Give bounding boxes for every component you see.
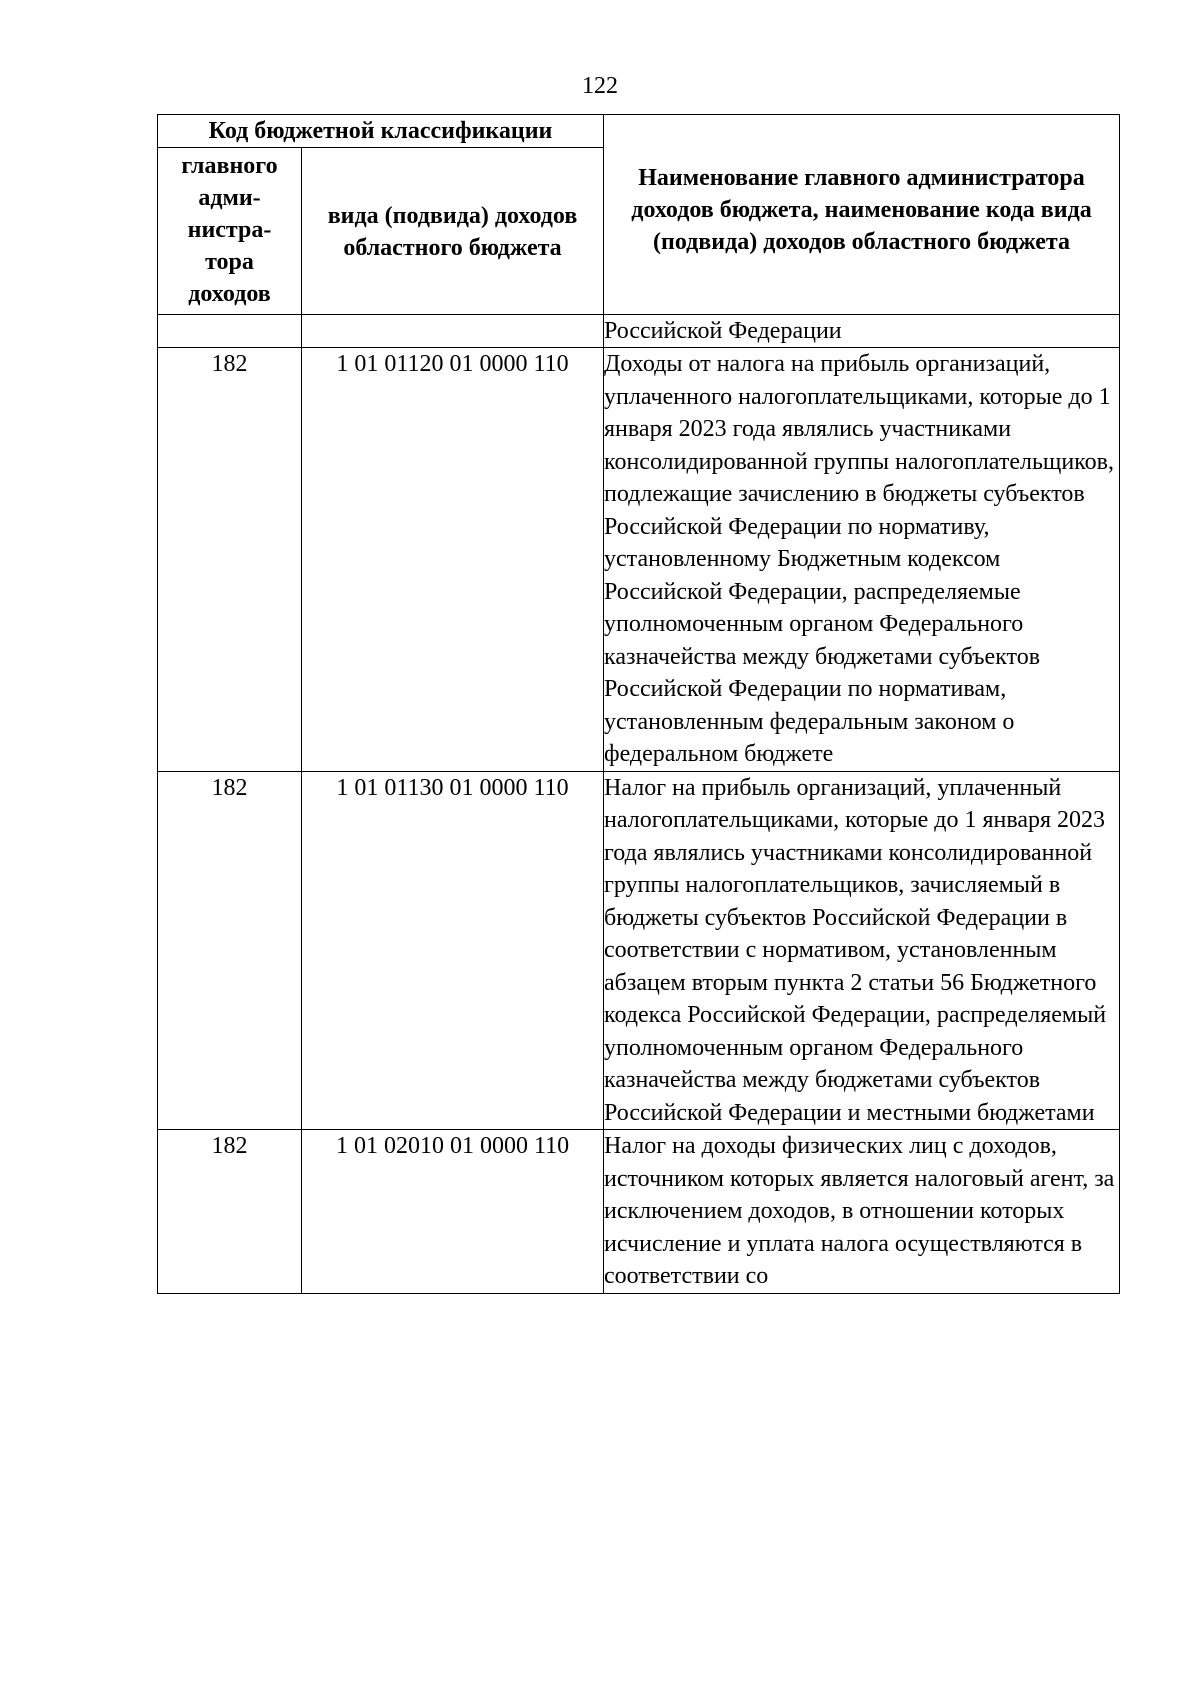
description-cell — [604, 1130, 1120, 1294]
budget-classification-table — [157, 114, 1120, 1294]
description-text: Доходы от налога на прибыль организаций, уплаченного налогоплательщиками, которые до 1 января 2023 года являлись участниками консолидированной группы налогоплательщиков, подлежащие зачислению в бюджеты субъектов Российской Федерации по нормативу, установленному Бюджетным кодексом Российской Федерации, распределяемые уполномоченным органом Федерального казначейства между бюджетами субъектов Российской Федерации по нормативам, установленным федеральным законом о федеральном бюджете — [604, 351, 1114, 767]
table-row — [158, 348, 1120, 772]
description-cell — [604, 315, 1120, 348]
table-row — [158, 1130, 1120, 1294]
header-kind-column — [302, 148, 604, 315]
admin-code-cell: 182 — [158, 771, 302, 1130]
kind-code-cell — [302, 315, 604, 348]
description-cell — [604, 348, 1120, 772]
admin-code-cell: 182 — [158, 348, 302, 772]
admin-code-cell: 182 — [158, 1130, 302, 1294]
header-kind-label: вида (подвида) доходов областного бюджета — [327, 203, 578, 261]
table-row — [158, 315, 1120, 348]
admin-code-cell — [158, 315, 302, 348]
header-classification-code: Код бюджетной классификации — [158, 115, 604, 148]
kind-code-cell: 1 01 02010 01 0000 110 — [302, 1130, 604, 1294]
kind-code-cell: 1 01 01120 01 0000 110 — [302, 348, 604, 772]
table-row — [158, 771, 1120, 1130]
kind-code-cell: 1 01 01130 01 0000 110 — [302, 771, 604, 1130]
description-text: Налог на прибыль организаций, уплаченный налогоплательщиками, которые до 1 января 2023 года являлись участниками консолидированной группы налогоплательщиков, зачисляемый в бюджеты субъектов Российской Федерации в соответствии с нормативом, установленным абзацем вторым пункта 2 статьи 56 Бюджетного кодекса Российской Федерации, распределяемый уполномоченным органом Федерального казначейства между бюджетами субъектов Российской Федерации и местными бюджетами — [604, 774, 1107, 1126]
header-name-label: Наименование главного администратора доходов бюджета, наименование кода вида (подвида) доходов областного бюджета — [631, 164, 1092, 255]
header-admin-label: главного адми-нистра-тора доходов — [181, 153, 278, 307]
header-name-column — [604, 115, 1120, 315]
description-text: Российской Федерации — [604, 318, 842, 344]
description-cell — [604, 771, 1120, 1130]
description-text: Налог на доходы физических лиц с доходов, источником которых является налоговый агент, за исключением доходов, в отношении которых исчисление и уплата налога осуществляются в соответствии со — [604, 1133, 1115, 1289]
page-number: 122 — [582, 73, 618, 99]
header-admin-column — [158, 148, 302, 315]
